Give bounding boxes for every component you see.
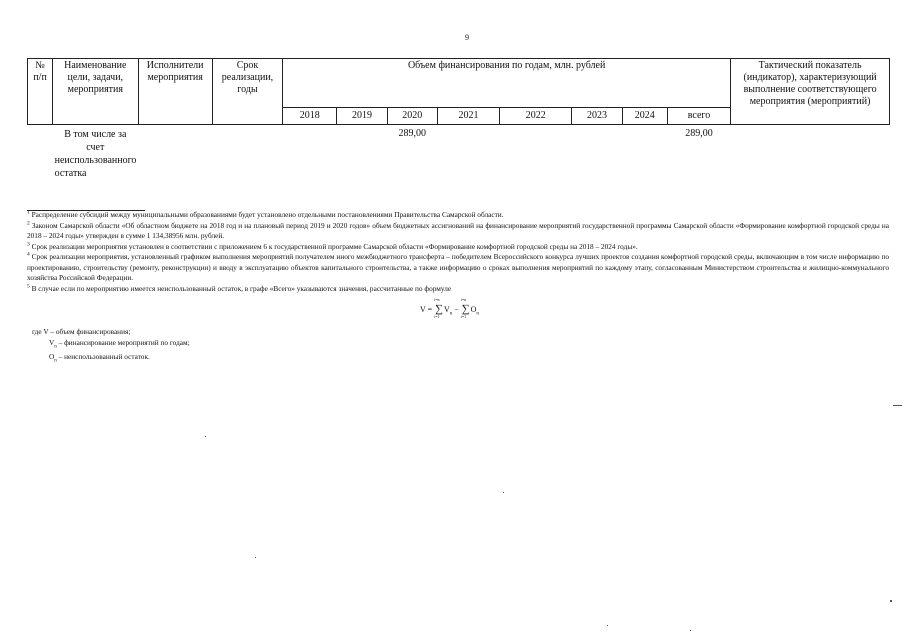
footnote-4: $^4$ Срок реализации мероприятия, установленный графиком выполнения мероприятий получателем иного межбюджетного трансферта – победителем Всероссийского конкурса лучших проектов создания комфортной городской среды, включающим в том числе информацию по проектированию, строительству (ремонту, реконструкции) и вводу в эксплуатацию объектов капитального строительства, а также информацию о сроках выполнения мероприятий по каждому этапу, согласованным Министерством строительства и жилищно-коммунального хозяйства Российской Федерации. xyxy=(27,251,889,282)
footnote-1: $^1$ Распределение субсидий между муниципальными образованиями будет установлено отдельными постановлениями Правительства Самарской области. xyxy=(27,209,504,219)
year-2022: 2022 xyxy=(500,108,572,125)
header-executors: Исполнители мероприятия xyxy=(138,59,212,125)
scan-speck xyxy=(690,630,691,631)
year-2021: 2021 xyxy=(437,108,499,125)
header-funding: Объем финансирования по годам, млн. рублей xyxy=(283,59,731,108)
legend-line-3: $O_n$ – неиспользованный остаток. xyxy=(49,352,150,364)
year-2020: 2020 xyxy=(387,108,437,125)
legend-line-1: где V – объем финансирования; xyxy=(32,327,131,336)
sum-symbol: ∑ i=n i=1 xyxy=(460,297,470,319)
year-total: всего xyxy=(667,108,730,125)
year-2019: 2019 xyxy=(337,108,387,125)
scan-speck xyxy=(205,436,206,437)
scan-speck xyxy=(607,625,608,626)
row-description: В том числе за счет неиспользованного остатка xyxy=(54,129,137,179)
footnote-5: $^5$ В случае если по мероприятию имеется неиспользованный остаток, в графе «Всего» указываются значения, рассчитанные по формуле xyxy=(27,283,452,293)
header-indicator: Тактический показатель (индикатор), характеризующий выполнение соответствующего мероприятия (мероприятий) xyxy=(731,59,890,125)
scan-speck xyxy=(893,405,902,406)
header-term: Срок реализации, годы xyxy=(212,59,282,125)
formula: V = ∑ i=n i=1 $V_n$ − ∑ i=n i=1 $O_n$ xyxy=(420,297,479,319)
scan-speck xyxy=(890,600,892,602)
table-row xyxy=(28,125,890,182)
year-2024: 2024 xyxy=(622,108,667,125)
row-total: 289,00 xyxy=(685,128,713,139)
header-num: № п/п xyxy=(28,59,53,125)
year-2018: 2018 xyxy=(283,108,337,125)
footnotes xyxy=(27,210,889,294)
scan-speck xyxy=(503,492,504,493)
footnote-3: $^3$ Срок реализации мероприятия установлен в соответствии с приложением 6 к государственной программе Самарской области «Формирование комфортной городской среды на 2018 – 2024 годы». xyxy=(27,241,638,251)
legend-line-2: $V_n$ – финансирование мероприятий по годам; xyxy=(49,337,190,349)
scan-speck xyxy=(255,557,256,558)
sum-symbol: ∑ i=n i=1 xyxy=(434,297,443,319)
row-value-2020: 289,00 xyxy=(398,128,426,139)
page-number: 9 xyxy=(465,33,469,42)
formula-legend xyxy=(32,327,190,367)
footnote-2: $^2$ Законом Самарской области «Об областном бюджете на 2018 год и на плановый период 2019 и 2020 годов» объем бюджетных ассигнований на финансирование мероприятий государственной программы Самарской области «Формирование комфортной городской среды на 2018 – 2024 годы» утвержден в сумме 1 134,38956 млн. рублей. xyxy=(27,220,889,240)
year-2023: 2023 xyxy=(572,108,622,125)
header-name: Наименование цели, задачи, мероприятия xyxy=(53,59,138,125)
financing-table xyxy=(27,58,890,181)
